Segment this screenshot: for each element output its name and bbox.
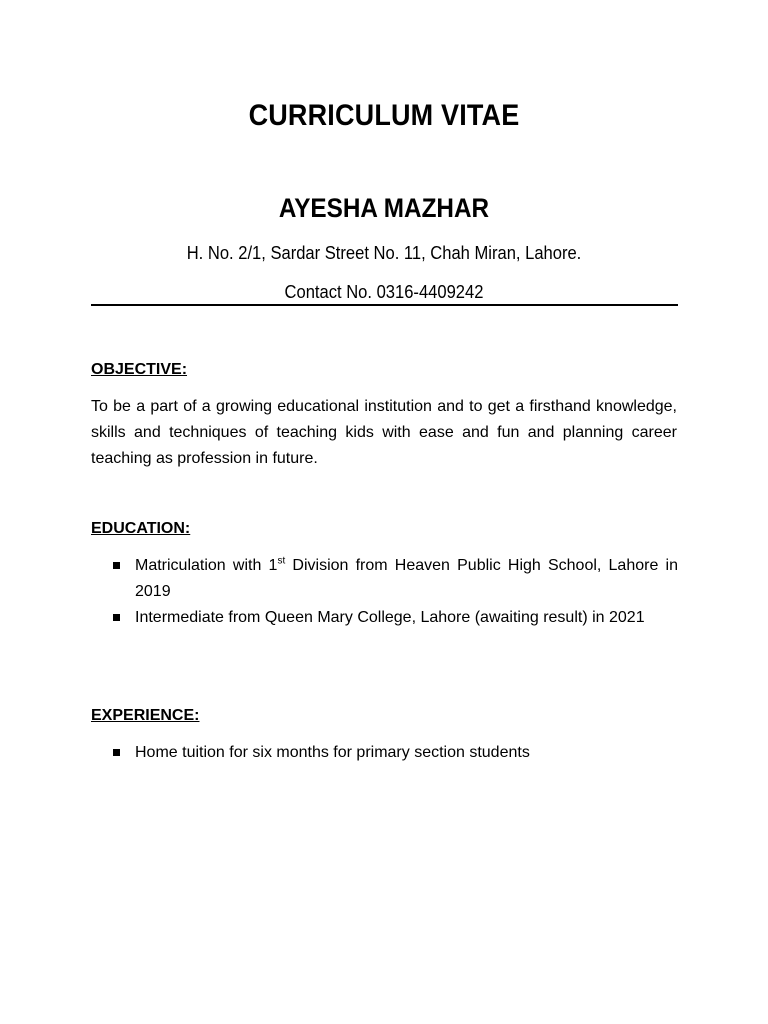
square-bullet-icon — [113, 749, 120, 756]
education-heading: EDUCATION: — [91, 520, 191, 537]
square-bullet-icon — [113, 562, 120, 569]
education-item-text-prefix: Matriculation with 1 — [135, 557, 278, 574]
education-item-text-suffix: Division from Heaven Public High School, Lahore in 2019 — [135, 557, 678, 600]
candidate-name: AYESHA MAZHAR — [278, 193, 490, 223]
square-bullet-icon — [113, 614, 120, 621]
experience-list — [91, 740, 678, 766]
education-item-matriculation — [91, 553, 678, 605]
ordinal-superscript: st — [277, 555, 286, 567]
contact-line: Contact No. 0316-4409242 — [284, 282, 484, 302]
address-line: H. No. 2/1, Sardar Street No. 11, Chah Miran, Lahore. — [186, 243, 582, 263]
objective-text: To be a part of a growing educational institution and to get a firsthand knowledge, skills and techniques of teaching kids with ease and fun and planning career teaching as profession in future. — [91, 398, 677, 467]
education-item-intermediate — [91, 605, 678, 631]
experience-heading: EXPERIENCE: — [91, 707, 200, 724]
objective-heading: OBJECTIVE: — [91, 361, 188, 378]
education-item-text: Intermediate from Queen Mary College, Lahore (awaiting result) in 2021 — [135, 609, 645, 626]
education-list — [91, 553, 678, 631]
document-title: CURRICULUM VITAE — [248, 99, 520, 132]
header-divider — [91, 304, 678, 306]
experience-item-text: Home tuition for six months for primary section students — [135, 744, 530, 761]
experience-item — [91, 740, 678, 766]
